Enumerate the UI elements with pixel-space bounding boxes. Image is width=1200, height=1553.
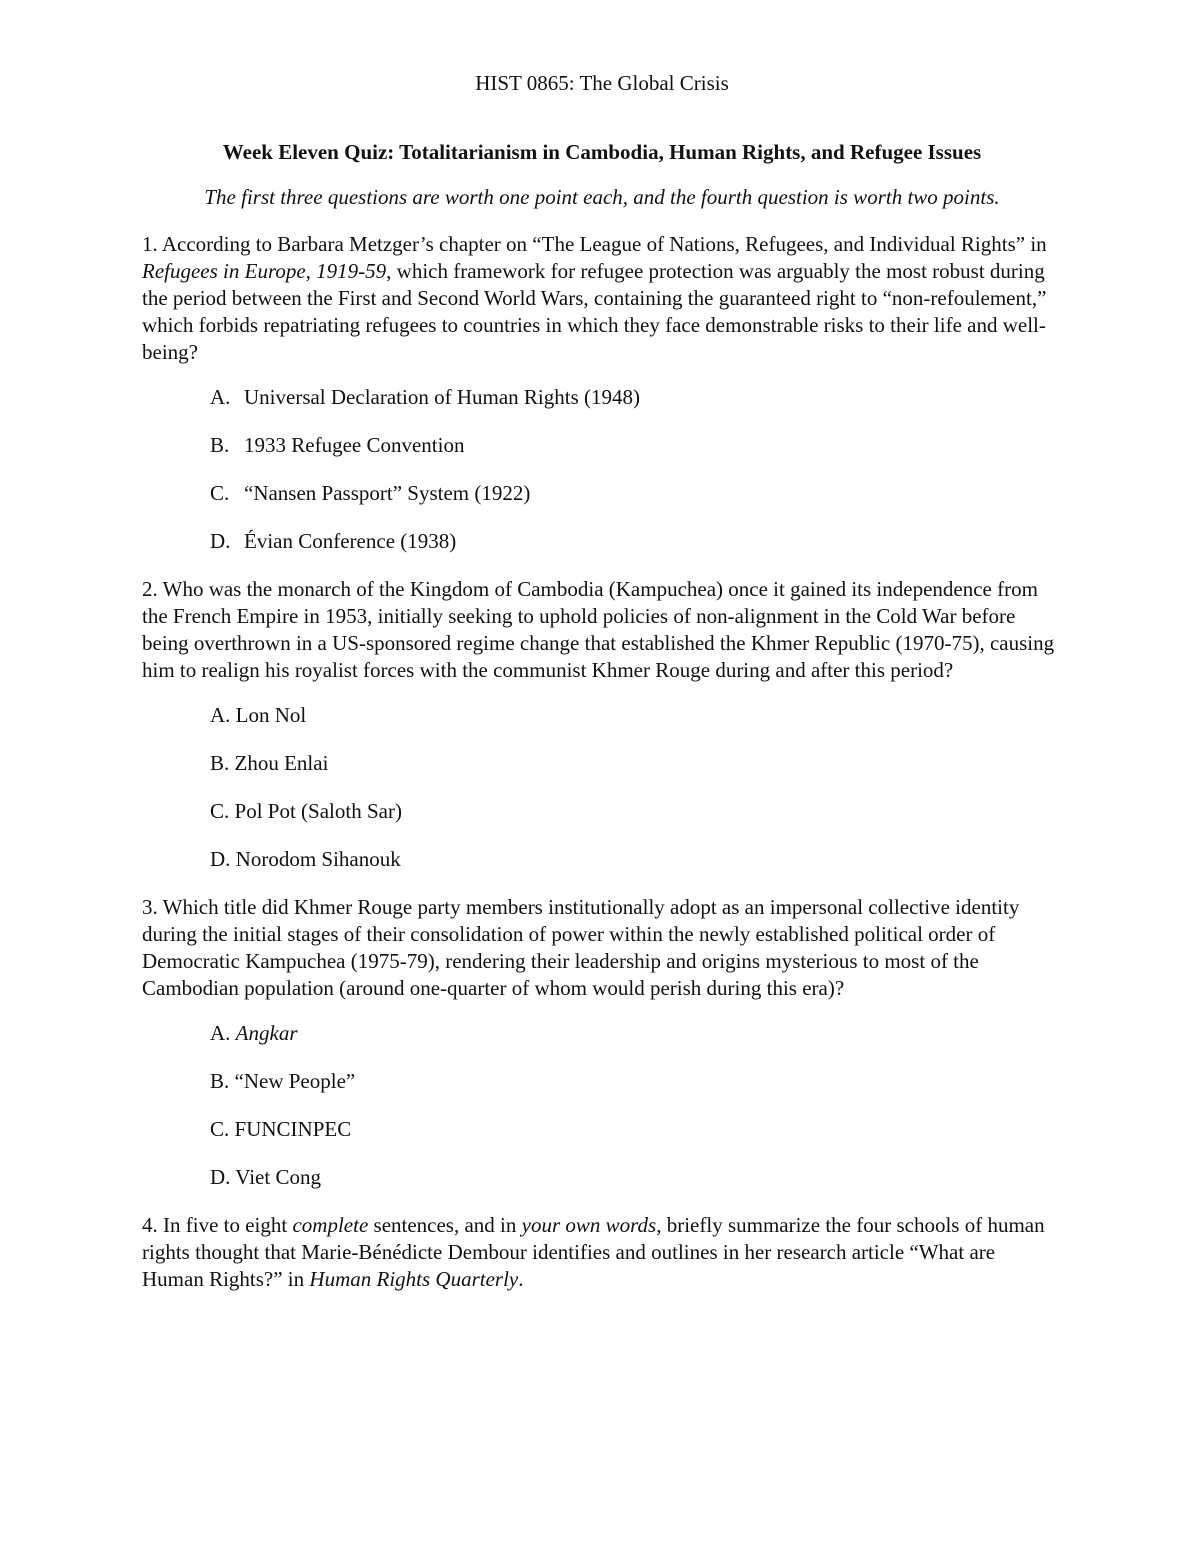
question-3-option-b[interactable]: [210, 1068, 1062, 1095]
option-letter: A.: [210, 1021, 231, 1045]
question-1-option-b[interactable]: [210, 432, 1062, 459]
option-text: Viet Cong: [235, 1165, 321, 1189]
option-text: Universal Declaration of Human Rights (1948): [244, 385, 640, 409]
question-1-options: [210, 384, 1062, 555]
question-4-text-4: .: [518, 1267, 524, 1291]
option-letter: D.: [210, 1165, 231, 1189]
question-3-option-d[interactable]: [210, 1164, 1062, 1191]
question-1-text-end: , which framework for refugee protection was arguably the most robust during the period between the First and Second World Wars, containing the guaranteed right to “non-refoulement,” which forbids repatriating refugees to countries in which they face demonstrable risks to their life and well-being?: [142, 259, 1047, 364]
question-4-journal-title: Human Rights Quarterly: [309, 1267, 519, 1291]
option-text: “New People”: [234, 1069, 356, 1093]
question-4-emphasis-own-words: your own words: [521, 1213, 657, 1237]
option-text: Pol Pot (Saloth Sar): [234, 799, 402, 823]
option-letter: B.: [210, 751, 230, 775]
question-3-option-c[interactable]: [210, 1116, 1062, 1143]
option-letter: C.: [210, 1117, 230, 1141]
question-1-book-title: Refugees in Europe, 1919-59: [142, 259, 387, 283]
question-4-text-1: 4. In five to eight: [142, 1213, 293, 1237]
question-2-option-a[interactable]: [210, 702, 1062, 729]
option-letter: D.: [210, 847, 231, 871]
option-text: Angkar: [235, 1021, 298, 1045]
question-4-emphasis-complete: complete: [292, 1213, 369, 1237]
question-4-text-2: sentences, and in: [368, 1213, 522, 1237]
option-letter: D.: [210, 529, 231, 553]
option-text: Lon Nol: [235, 703, 307, 727]
question-1-text-start: 1. According to Barbara Metzger’s chapter on “The League of Nations, Refugees, and Individual Rights” in: [142, 232, 1047, 256]
option-letter: B.: [210, 433, 230, 457]
question-2-option-c[interactable]: [210, 798, 1062, 825]
question-1-option-c[interactable]: [210, 480, 1062, 507]
option-text: Norodom Sihanouk: [235, 847, 401, 871]
option-text: 1933 Refugee Convention: [244, 433, 465, 457]
question-3-options: [210, 1020, 1062, 1191]
question-1: [142, 231, 1062, 366]
quiz-page: [142, 70, 1062, 1311]
question-4: [142, 1212, 1062, 1293]
option-text: “Nansen Passport” System (1922): [244, 481, 531, 505]
question-1-option-d[interactable]: [210, 528, 1062, 555]
question-2: 2. Who was the monarch of the Kingdom of Cambodia (Kampuchea) once it gained its independence from the French Empire in 1953, initially seeking to uphold policies of non-alignment in the Cold War before being overthrown in a US-sponsored regime change that established the Khmer Republic (1970-75), causing him to realign his royalist forces with the communist Khmer Rouge during and after this period?: [142, 577, 1055, 682]
option-letter: C.: [210, 481, 230, 505]
question-2-option-b[interactable]: [210, 750, 1062, 777]
option-text: Zhou Enlai: [234, 751, 329, 775]
option-text: Évian Conference (1938): [244, 529, 457, 553]
option-letter: A.: [210, 385, 231, 409]
option-letter: A.: [210, 703, 231, 727]
option-letter: B.: [210, 1069, 230, 1093]
question-1-option-a[interactable]: [210, 384, 1062, 411]
question-2-option-d[interactable]: [210, 846, 1062, 873]
option-letter: C.: [210, 799, 230, 823]
question-2-options: [210, 702, 1062, 873]
quiz-title: Week Eleven Quiz: Totalitarianism in Cambodia, Human Rights, and Refugee Issues: [222, 140, 982, 164]
question-4-text-3: , briefly summarize the four schools of human rights thought that Marie-Bénédicte Dembour identifies and outlines in her research article “What are Human Rights?” in: [142, 1213, 1045, 1291]
option-text: FUNCINPEC: [234, 1117, 352, 1141]
quiz-instructions: The first three questions are worth one point each, and the fourth question is worth two points.: [204, 185, 1000, 209]
course-title: HIST 0865: The Global Crisis: [475, 71, 729, 95]
question-3: 3. Which title did Khmer Rouge party members institutionally adopt as an impersonal collective identity during the initial stages of their consolidation of power within the newly established political order of Democratic Kampuchea (1975-79), rendering their leadership and origins mysterious to most of the Cambodian population (around one-quarter of whom would perish during this era)?: [142, 895, 1020, 1000]
question-3-option-a[interactable]: [210, 1020, 1062, 1047]
